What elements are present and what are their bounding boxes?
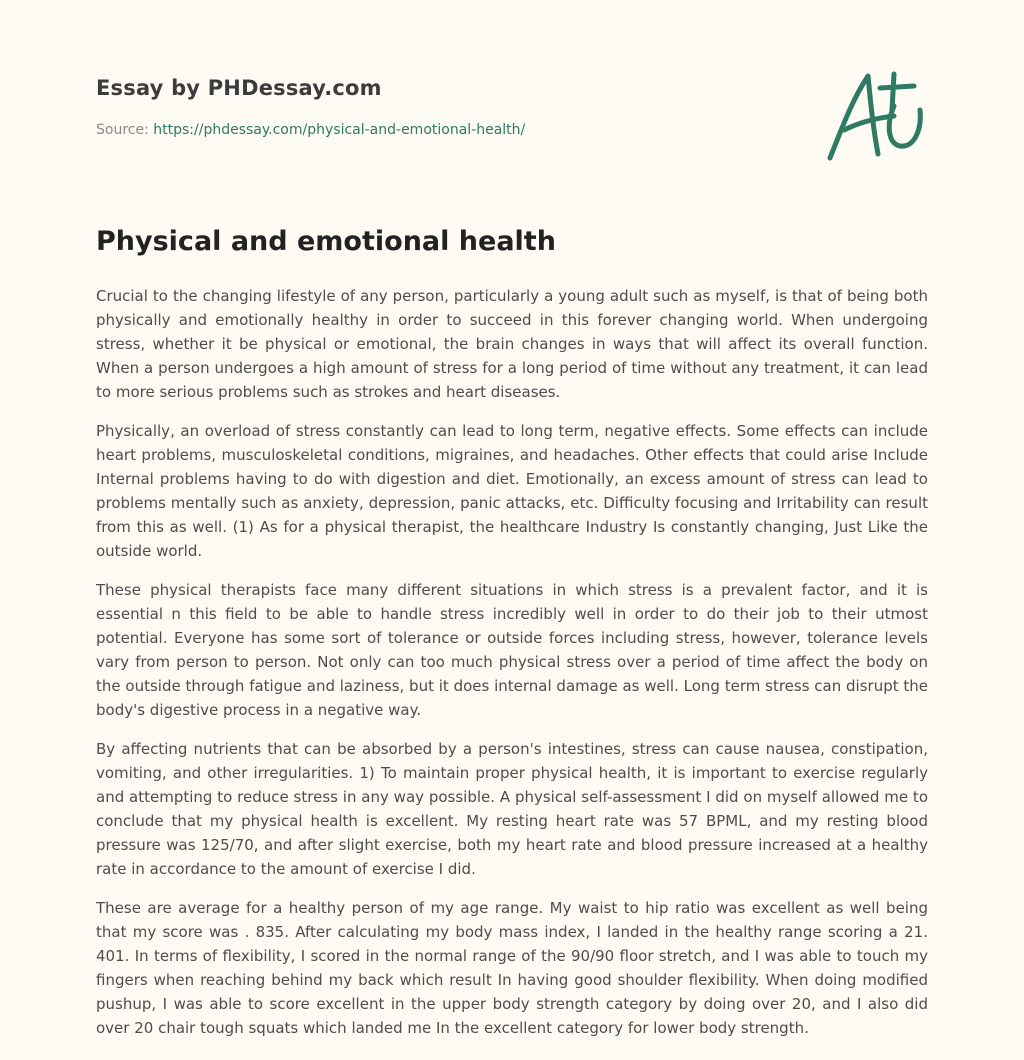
a-plus-grade-icon — [822, 66, 932, 166]
essay-paragraph: Crucial to the changing lifestyle of any person, particularly a young adult such as myself, is that of being both physically and emotionally healthy in order to succeed in this forever changing world. When undergoing stress, whether it be physical or emotional, the brain changes in ways that will affect its overall function. When a person undergoes a high amount of stress for a long period of time without any treatment, it can lead to more serious problems such as strokes and heart diseases. — [96, 287, 928, 401]
essay-paragraph: These are average for a healthy person of my age range. My waist to hip ratio was excellent as well being that my score was . 835. After calculating my body mass index, I landed in the healthy range scoring a 21. 401. In terms of flexibility, I scored in the normal range of the 90/90 floor stretch, and I was able to touch my fingers when reaching behind my back which result In having good shoulder flexibility. When doing modified pushup, I was able to score excellent in the upper body strength category by doing over 20, and I also did over 20 chair tough squats which landed me In the excellent category for lower body strength. — [96, 899, 928, 1037]
essay-body — [96, 284, 928, 1055]
source-line — [96, 122, 928, 138]
essay-paragraph: These physical therapists face many different situations in which stress is a prevalent factor, and it is essential n this field to be able to handle stress incredibly well in order to do their job to their utmost potential. Everyone has some sort of tolerance or outside forces including stress, however, tolerance levels vary from person to person. Not only can too much physical stress over a period of time affect the body on the outside through fatigue and laziness, but it does internal damage as well. Long term stress can disrupt the body's digestive process in a negative way. — [96, 581, 928, 719]
essay-paragraph: By affecting nutrients that can be absorbed by a person's intestines, stress can cause nausea, constipation, vomiting, and other irregularities. 1) To maintain proper physical health, it is important to exercise regularly and attempting to reduce stress in any way possible. A physical self-assessment I did on myself allowed me to conclude that my physical health is excellent. My resting heart rate was 57 BPML, and my resting blood pressure was 125/70, and after slight exercise, both my heart rate and blood pressure increased at a healthy rate in accordance to the amount of exercise I did. — [96, 740, 928, 878]
source-link[interactable]: https://phdessay.com/physical-and-emotional-health/ — [153, 122, 526, 138]
essay-header — [96, 76, 928, 138]
essay-paragraph: Physically, an overload of stress constantly can lead to long term, negative effects. Some effects can include heart problems, musculoskeletal conditions, migraines, and headaches. Other effects that could arise Include Internal problems having to do with digestion and diet. Emotionally, an excess amount of stress can lead to problems mentally such as anxiety, depression, panic attacks, etc. Difficulty focusing and Irritability can result from this as well. (1) As for a physical therapist, the healthcare Industry Is constantly changing, Just Like the outside world. — [96, 422, 928, 560]
site-title: Essay by PHDessay.com — [96, 76, 382, 100]
source-label: Source: — [96, 122, 149, 138]
essay-title: Physical and emotional health — [96, 226, 556, 257]
